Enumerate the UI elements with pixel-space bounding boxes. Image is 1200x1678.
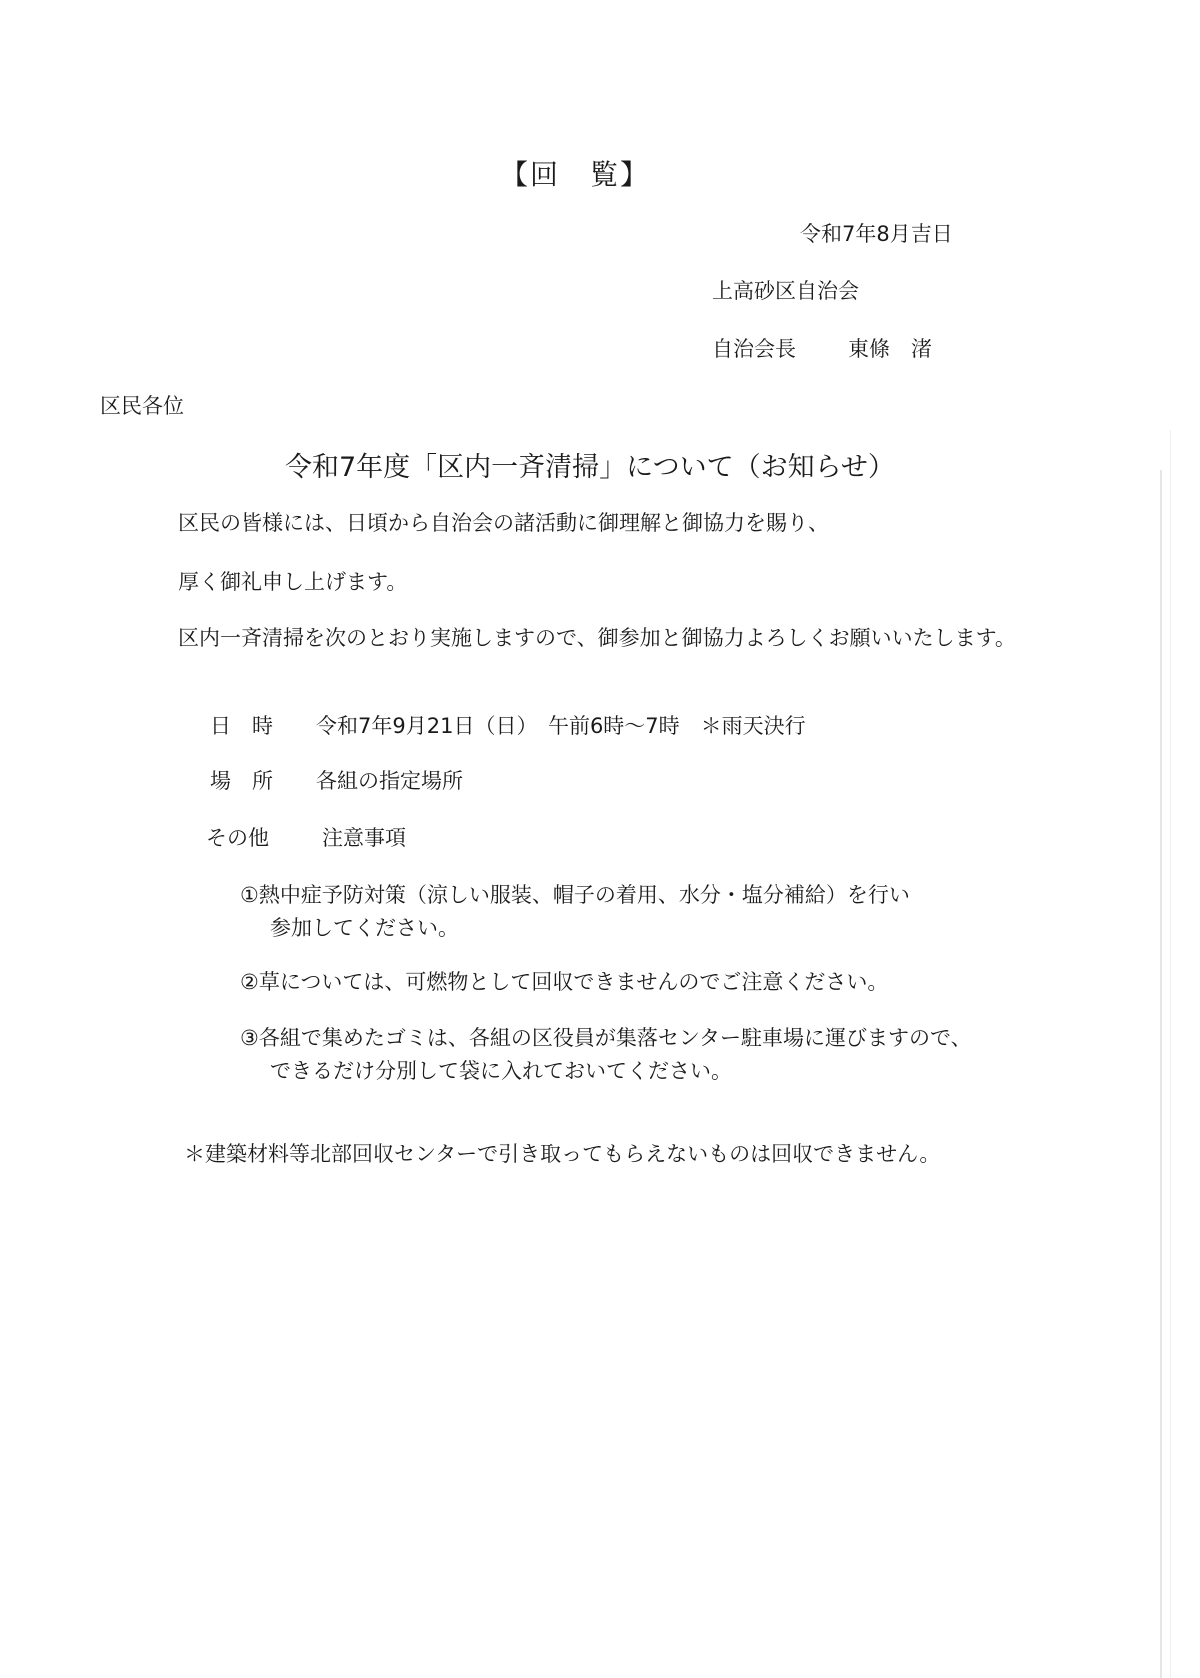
issue-date: 令和7年8月吉日: [800, 222, 953, 246]
note-1-line-2: 参加してください。: [270, 916, 459, 940]
scan-edge-line-faint: [1170, 430, 1171, 1678]
notice-title: 令和7年度「区内一斉清掃」について（お知らせ）: [285, 452, 895, 483]
footnote: ＊建築材料等北部回収センターで引き取ってもらえないものは回収できません。: [184, 1142, 941, 1166]
intro-line-3: 区内一斉清掃を次のとおり実施しますので、御参加と御協力よろしくお願いいたします。: [178, 626, 1016, 650]
other-label: その他: [206, 826, 269, 850]
place-value: 各組の指定場所: [316, 769, 463, 793]
note-3-line-1: ③各組で集めたゴミは、各組の区役員が集落センター駐車場に運びますので、: [240, 1026, 972, 1050]
signatory-name: 東條 渚: [848, 337, 932, 361]
note-1-line-1: ①熱中症予防対策（涼しい服装、帽子の着用、水分・塩分補給）を行い: [240, 883, 910, 907]
circular-header: 【回 覧】: [500, 158, 651, 191]
intro-line-2: 厚く御礼申し上げます。: [178, 570, 408, 594]
datetime-label: 日 時: [210, 714, 273, 738]
signatory-role: 自治会長: [712, 337, 796, 361]
intro-line-1: 区民の皆様には、日頃から自治会の諸活動に御理解と御協力を賜り、: [178, 511, 829, 535]
other-value: 注意事項: [322, 826, 406, 850]
organization-name: 上高砂区自治会: [712, 279, 859, 303]
datetime-value: 令和7年9月21日（日） 午前6時～7時 ＊雨天決行: [316, 714, 806, 738]
addressee: 区民各位: [100, 394, 184, 418]
place-label: 場 所: [210, 769, 273, 793]
note-3-line-2: できるだけ分別して袋に入れておいてください。: [270, 1059, 732, 1083]
note-2-line-1: ②草については、可燃物として回収できませんのでご注意ください。: [240, 970, 889, 994]
scan-edge-line: [1160, 470, 1162, 1678]
